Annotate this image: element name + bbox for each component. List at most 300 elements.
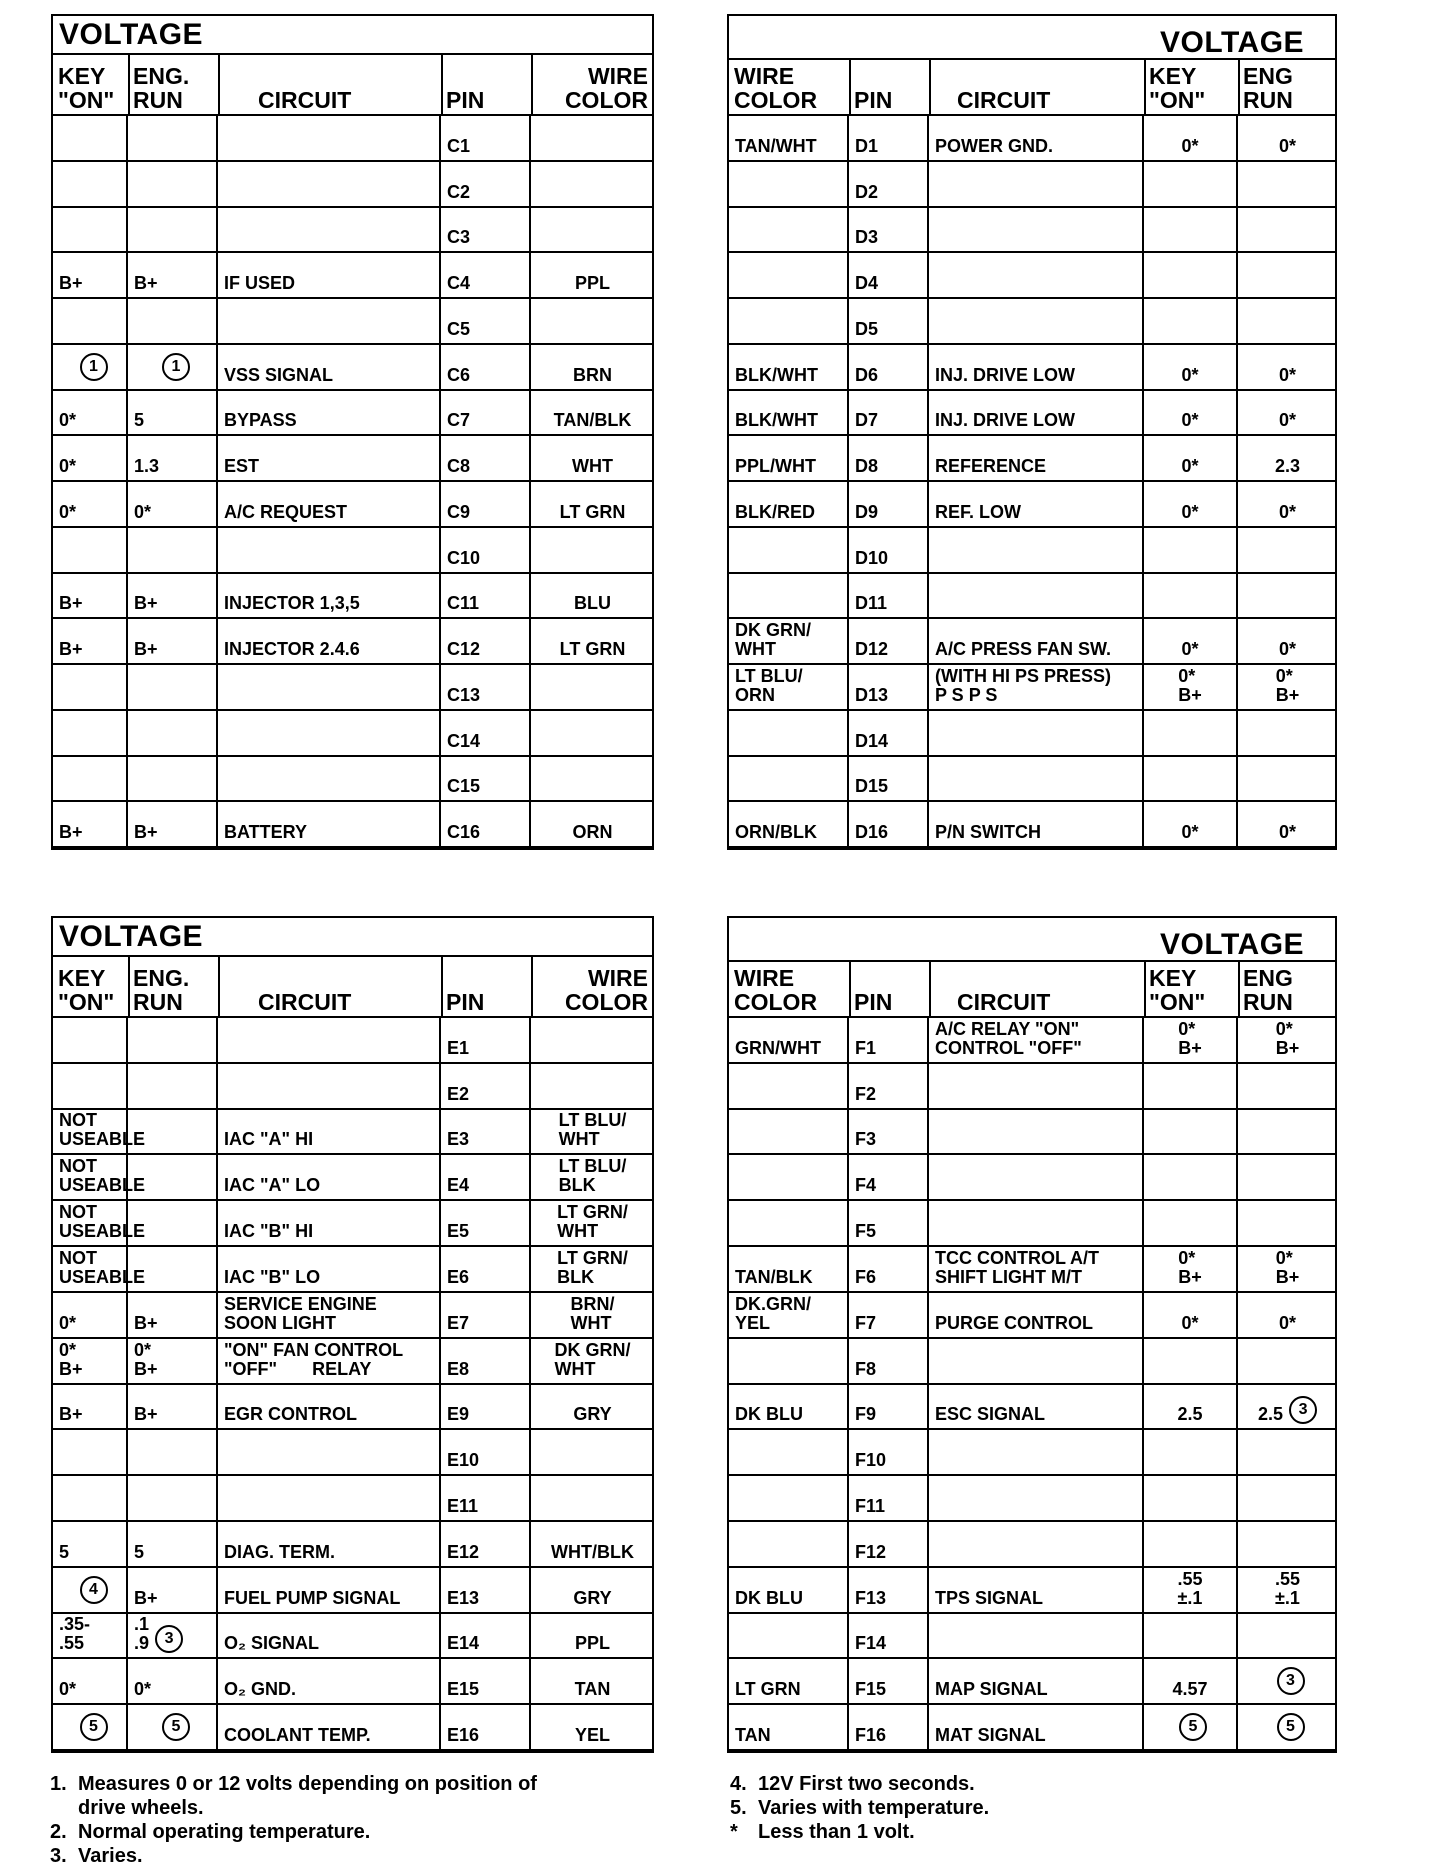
wire-value: ORN [572, 822, 613, 842]
cell-run [128, 1385, 218, 1429]
cell-key [53, 619, 128, 663]
cell-key [53, 1705, 128, 1749]
cell-key [53, 1064, 128, 1108]
cell-pin [849, 482, 929, 526]
header-circuit: CIRCUIT [258, 989, 352, 1015]
circuit-value: REF. LOW [935, 501, 1021, 522]
cell-circuit [929, 1385, 1144, 1429]
connector-d-table [727, 14, 1337, 850]
run-value: B+ [134, 822, 158, 842]
cell-run [128, 802, 218, 846]
cell-circuit [218, 436, 441, 480]
table-row [729, 1155, 1335, 1201]
cell-pin [441, 757, 531, 801]
cell-pin [441, 1705, 531, 1749]
table-row [53, 1705, 652, 1751]
header-divider [929, 960, 931, 1018]
pin-value: E9 [447, 1404, 470, 1425]
table-row [53, 1614, 652, 1660]
cell-key [1144, 1018, 1238, 1062]
run-value: .55 ±.1 [1274, 1568, 1301, 1608]
cell-key [1144, 1522, 1238, 1566]
key-value: B+ [59, 639, 83, 659]
footnote-number: * [730, 1821, 738, 1843]
cell-circuit [929, 1614, 1144, 1658]
cell-key [53, 711, 128, 755]
pin-value: E11 [447, 1495, 479, 1516]
footnote [50, 1772, 690, 1820]
header-wire-color: WIRE COLOR [564, 63, 648, 113]
key-value: B+ [59, 273, 83, 293]
header-eng-run: ENG. RUN [133, 965, 190, 1015]
cell-wire [729, 1476, 849, 1520]
cell-pin [849, 162, 929, 206]
cell-pin [441, 1339, 531, 1383]
cell-key [1144, 1705, 1238, 1749]
cell-pin [849, 1064, 929, 1108]
run-value: 0* B+ [1275, 665, 1300, 705]
cell-key [1144, 1659, 1238, 1703]
header-key-on: KEY "ON" [1149, 965, 1206, 1015]
note-marker-1: 1 [80, 353, 108, 381]
cell-wire [531, 528, 654, 572]
cell-run [1238, 299, 1337, 343]
table-row [53, 1659, 652, 1705]
circuit-value: TPS SIGNAL [935, 1587, 1044, 1608]
cell-wire [729, 391, 849, 435]
table-row [729, 1064, 1335, 1110]
cell-wire [531, 436, 654, 480]
cell-key [53, 1614, 128, 1658]
pin-value: D15 [855, 776, 889, 797]
cell-circuit [929, 1476, 1144, 1520]
pin-value: E16 [447, 1725, 480, 1745]
pin-value: D5 [855, 318, 879, 339]
note-marker-3: 3 [1277, 1667, 1305, 1695]
connector-c-table [51, 14, 654, 850]
cell-run [128, 1476, 218, 1520]
header-divider [1238, 960, 1240, 1018]
cell-circuit [929, 1705, 1144, 1749]
cell-pin [849, 619, 929, 663]
cell-pin [441, 1522, 531, 1566]
cell-wire [729, 1659, 849, 1703]
cell-circuit [218, 162, 441, 206]
table-row [729, 1430, 1335, 1476]
cell-circuit [218, 1293, 441, 1337]
cell-circuit [929, 482, 1144, 526]
cell-circuit [929, 802, 1144, 846]
cell-run [128, 1705, 218, 1749]
wire-value: LT GRN/ WHT [557, 1202, 628, 1242]
cell-circuit [929, 1522, 1144, 1566]
table-row [53, 482, 652, 528]
cell-key [1144, 253, 1238, 297]
header-divider [128, 53, 130, 116]
wire-value: LT BLU/ WHT [558, 1110, 627, 1150]
run-value: 0* [1278, 364, 1296, 385]
header-divider [1144, 960, 1146, 1018]
wire-value: DK GRN/ WHT [554, 1339, 631, 1379]
cell-wire [729, 1293, 849, 1337]
cell-pin [849, 802, 929, 846]
cell-run [1238, 208, 1337, 252]
cell-wire [729, 1155, 849, 1199]
cell-pin [849, 1522, 929, 1566]
cell-run [128, 391, 218, 435]
cell-pin [441, 1293, 531, 1337]
wire-value: GRN/WHT [735, 1037, 821, 1058]
run-value: 2.5 [1257, 1404, 1284, 1425]
wire-value: LT BLU/ BLK [558, 1156, 627, 1196]
pin-value: C13 [447, 684, 481, 705]
cell-circuit [929, 1293, 1144, 1337]
cell-pin [849, 1247, 929, 1291]
cell-circuit [218, 345, 441, 389]
key-value: .55 ±.1 [1177, 1568, 1203, 1608]
run-value: 0* [1278, 410, 1296, 431]
pin-value: E7 [447, 1312, 470, 1333]
cell-pin [849, 253, 929, 297]
cell-pin [849, 391, 929, 435]
cell-pin [849, 1201, 929, 1245]
cell-pin [849, 574, 929, 618]
cell-pin [849, 436, 929, 480]
voltage-label: VOLTAGE [59, 18, 204, 51]
pin-value: F4 [855, 1175, 877, 1196]
cell-key [53, 116, 128, 160]
cell-key [1144, 1568, 1238, 1612]
cell-wire [531, 1201, 654, 1245]
pin-value: F8 [855, 1358, 877, 1379]
cell-pin [441, 1155, 531, 1199]
run-value: 0* [1278, 501, 1296, 522]
cell-circuit [218, 757, 441, 801]
pin-value: F1 [855, 1037, 877, 1058]
key-value: 5 [59, 1541, 70, 1562]
cell-run [1238, 757, 1337, 801]
voltage-underline [1144, 960, 1337, 962]
cell-wire [729, 436, 849, 480]
cell-pin [441, 1568, 531, 1612]
table-row [53, 665, 652, 711]
circuit-value: DIAG. TERM. [224, 1541, 335, 1562]
cell-key [1144, 802, 1238, 846]
table-row [729, 1705, 1335, 1751]
circuit-value: INJ. DRIVE LOW [935, 364, 1076, 385]
header-divider [1144, 58, 1146, 116]
circuit-value: (WITH HI PS PRESS) P S P S [935, 665, 1112, 705]
cell-key [1144, 208, 1238, 252]
pin-value: F5 [855, 1221, 877, 1242]
cell-run [1238, 1705, 1337, 1749]
cell-pin [441, 1064, 531, 1108]
header-wire-color: WIRE COLOR [734, 965, 818, 1015]
cell-key [53, 345, 128, 389]
table-row [53, 162, 652, 208]
table-row [53, 1293, 652, 1339]
footnote [730, 1772, 1330, 1796]
key-value: NOT USEABLE [59, 1202, 146, 1242]
cell-pin [441, 665, 531, 709]
cell-circuit [218, 1476, 441, 1520]
cell-circuit [929, 253, 1144, 297]
header-circuit: CIRCUIT [957, 87, 1051, 113]
cell-circuit [929, 711, 1144, 755]
cell-pin [441, 1110, 531, 1154]
cell-key [53, 1430, 128, 1474]
pin-value: E13 [447, 1587, 480, 1608]
cell-run [128, 1293, 218, 1337]
cell-run [1238, 528, 1337, 572]
run-value: 0* [1278, 822, 1296, 842]
header-divider [849, 960, 851, 1018]
pin-value: C2 [447, 181, 471, 202]
cell-wire [729, 1247, 849, 1291]
cell-run [1238, 1110, 1337, 1154]
voltage-underline [1144, 58, 1337, 60]
table-row [53, 1568, 652, 1614]
cell-key [53, 1476, 128, 1520]
wire-value: PPL [574, 273, 610, 293]
cell-circuit [929, 1064, 1144, 1108]
cell-circuit [218, 299, 441, 343]
header-eng-run: ENG RUN [1243, 965, 1293, 1015]
cell-circuit [929, 619, 1144, 663]
pin-value: D13 [855, 684, 889, 705]
cell-run [1238, 482, 1337, 526]
wire-value: WHT/BLK [551, 1541, 634, 1562]
cell-key [1144, 665, 1238, 709]
footnote-text: Measures 0 or 12 volts depending on position of drive wheels. [78, 1773, 537, 1819]
cell-pin [849, 1614, 929, 1658]
cell-pin [849, 1476, 929, 1520]
cell-wire [531, 1064, 654, 1108]
cell-wire [531, 391, 654, 435]
key-value: 0* B+ [1178, 1247, 1202, 1287]
circuit-value: EGR CONTROL [224, 1404, 357, 1425]
cell-wire [531, 711, 654, 755]
footnote [50, 1844, 690, 1868]
wire-value: GRY [573, 1587, 612, 1608]
circuit-value: TCC CONTROL A/T SHIFT LIGHT M/T [935, 1247, 1099, 1287]
cell-circuit [218, 1430, 441, 1474]
run-value: 0* B+ [134, 1339, 158, 1379]
cell-wire [729, 1522, 849, 1566]
cell-key [53, 1293, 128, 1337]
key-value: 0* [1181, 501, 1199, 522]
circuit-value: ESC SIGNAL [935, 1404, 1046, 1425]
wire-value: TAN [574, 1679, 611, 1700]
cell-wire [729, 757, 849, 801]
table-row [729, 345, 1335, 391]
cell-pin [441, 116, 531, 160]
footnote-text: Varies with temperature. [758, 1797, 990, 1819]
cell-pin [849, 1155, 929, 1199]
table-row [53, 1155, 652, 1201]
cell-key [1144, 1430, 1238, 1474]
cell-run [1238, 1339, 1337, 1383]
note-marker-4: 4 [80, 1576, 108, 1604]
cell-key [53, 1110, 146, 1154]
cell-key [53, 1385, 128, 1429]
circuit-value: INJ. DRIVE LOW [935, 410, 1076, 431]
table-row [53, 619, 652, 665]
cell-pin [441, 436, 531, 480]
key-value: 0* [1181, 822, 1199, 842]
note-marker-5: 5 [1277, 1713, 1305, 1741]
pin-value: C14 [447, 730, 481, 751]
cell-run [128, 253, 218, 297]
cell-wire [531, 802, 654, 846]
cell-run [1238, 345, 1337, 389]
key-value: 0* [1181, 639, 1199, 659]
cell-wire [729, 619, 849, 663]
cell-circuit [218, 1339, 441, 1383]
header-pin: PIN [446, 989, 485, 1015]
cell-circuit [218, 1110, 441, 1154]
table-row [729, 619, 1335, 665]
cell-run [128, 1430, 218, 1474]
footnote [50, 1820, 690, 1844]
run-value: 0* [134, 501, 152, 522]
pin-value: D4 [855, 273, 879, 293]
wire-value: TAN/WHT [735, 135, 817, 156]
run-value: B+ [134, 1312, 158, 1333]
cell-wire [531, 482, 654, 526]
circuit-value: A/C REQUEST [224, 501, 348, 522]
cell-pin [849, 665, 929, 709]
pin-value: C8 [447, 456, 471, 476]
cell-wire [531, 757, 654, 801]
cell-pin [849, 1339, 929, 1383]
cell-run [128, 1110, 218, 1154]
footnote-number: 2. [50, 1821, 67, 1843]
run-value: B+ [134, 1587, 158, 1608]
circuit-value: O₂ SIGNAL [224, 1633, 320, 1654]
table-row [729, 1522, 1335, 1568]
circuit-value: "ON" FAN CONTROL "OFF" RELAY [224, 1339, 404, 1379]
footnote [730, 1796, 1330, 1820]
cell-circuit [218, 619, 441, 663]
cell-key [1144, 574, 1238, 618]
cell-wire [531, 162, 654, 206]
cell-wire [531, 1247, 654, 1291]
cell-circuit [218, 574, 441, 618]
table-row [53, 711, 652, 757]
wire-value: LT GRN [559, 501, 626, 522]
table-row [53, 1339, 652, 1385]
cell-pin [441, 253, 531, 297]
cell-circuit [929, 528, 1144, 572]
cell-run [1238, 162, 1337, 206]
cell-key [53, 757, 128, 801]
pin-value: C5 [447, 318, 471, 339]
cell-circuit [929, 1201, 1144, 1245]
cell-wire [531, 1476, 654, 1520]
cell-pin [849, 1659, 929, 1703]
pin-value: E3 [447, 1129, 470, 1150]
table-row [729, 1293, 1335, 1339]
table-row [729, 1568, 1335, 1614]
pin-value: E10 [447, 1450, 480, 1471]
header-pin: PIN [854, 87, 893, 113]
cell-pin [849, 1110, 929, 1154]
circuit-value: IAC "A" LO [224, 1175, 321, 1196]
circuit-value: REFERENCE [935, 456, 1047, 476]
pin-value: E8 [447, 1358, 470, 1379]
cell-pin [441, 345, 531, 389]
wire-value: PPL [574, 1633, 610, 1654]
cell-run [1238, 665, 1337, 709]
header-divider [929, 58, 931, 116]
cell-key [1144, 391, 1238, 435]
cell-wire [729, 665, 849, 709]
cell-wire [531, 574, 654, 618]
footnote-text: Less than 1 volt. [758, 1821, 915, 1843]
cell-run [1238, 802, 1337, 846]
cell-run [1238, 1522, 1337, 1566]
footnote-text: Varies. [78, 1845, 143, 1867]
cell-key [53, 802, 128, 846]
wire-value: DK GRN/ WHT [735, 620, 811, 659]
footnote-number: 3. [50, 1845, 67, 1867]
cell-key [1144, 482, 1238, 526]
cell-wire [531, 1155, 654, 1199]
cell-wire [531, 208, 654, 252]
cell-circuit [929, 1568, 1144, 1612]
cell-circuit [218, 1201, 441, 1245]
cell-circuit [218, 1155, 441, 1199]
cell-run [1238, 436, 1337, 480]
table-row [53, 802, 652, 848]
pin-value: C16 [447, 822, 481, 842]
table-header [729, 16, 1335, 116]
cell-wire [531, 619, 654, 663]
cell-circuit [218, 1018, 441, 1062]
cell-circuit [929, 1339, 1144, 1383]
wire-value: ORN/BLK [735, 822, 817, 842]
cell-run [1238, 1430, 1337, 1474]
cell-pin [441, 1201, 531, 1245]
cell-key [53, 1018, 128, 1062]
header-circuit: CIRCUIT [957, 989, 1051, 1015]
table-row [729, 116, 1335, 162]
cell-pin [441, 162, 531, 206]
pin-value: D9 [855, 501, 879, 522]
cell-run [1238, 1064, 1337, 1108]
cell-run [128, 528, 218, 572]
key-value: 0* B+ [1178, 1018, 1202, 1058]
cell-wire [729, 1568, 849, 1612]
table-row [53, 1385, 652, 1431]
header-line [729, 960, 1144, 962]
pin-value: D7 [855, 410, 879, 431]
wire-value: LT GRN [735, 1679, 801, 1700]
cell-run [128, 116, 218, 160]
cell-wire [729, 1018, 849, 1062]
cell-run [128, 1064, 218, 1108]
cell-run [128, 1155, 218, 1199]
circuit-value: PURGE CONTROL [935, 1312, 1094, 1333]
cell-circuit [218, 1064, 441, 1108]
cell-run [1238, 1155, 1337, 1199]
table-row [729, 436, 1335, 482]
cell-circuit [218, 1659, 441, 1703]
cell-wire [729, 1705, 849, 1749]
wire-value: TAN [735, 1725, 771, 1745]
cell-wire [729, 1614, 849, 1658]
